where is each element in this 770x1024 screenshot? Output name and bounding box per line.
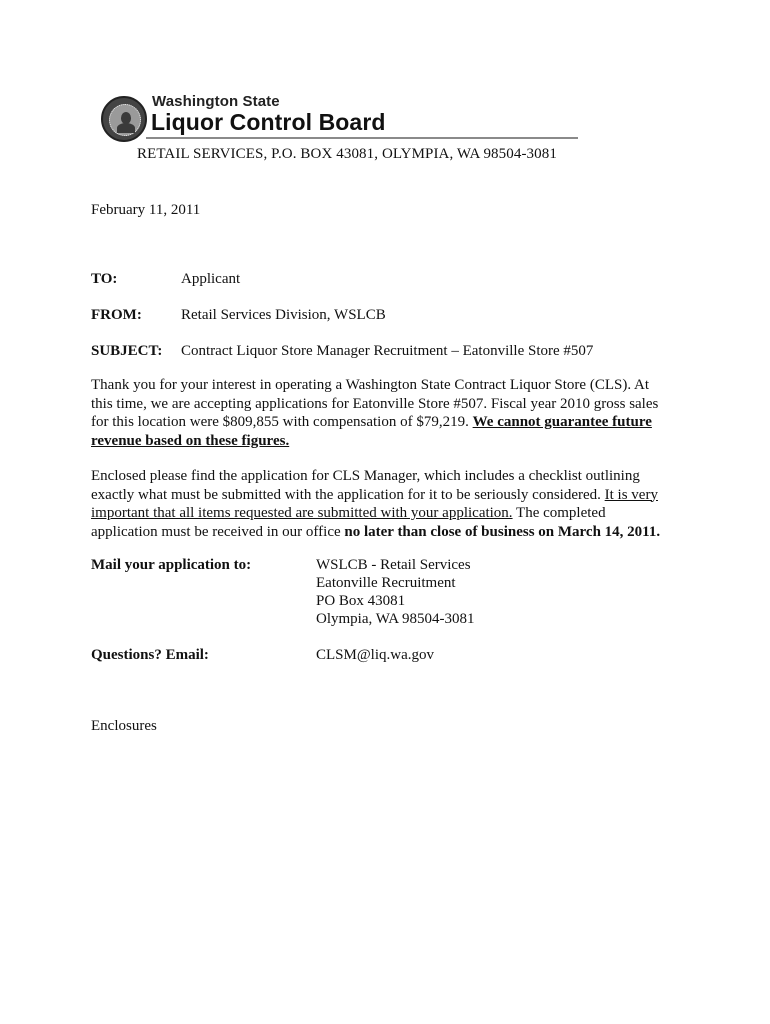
seal-portrait-shoulders <box>117 123 135 133</box>
revenue-disclaimer-part1: We cannot guarantee future <box>472 414 652 430</box>
paragraph2-line3 <box>91 504 681 523</box>
paragraph2-line4-text: application must be received in our office <box>91 523 345 540</box>
to-label: TO: <box>91 271 118 287</box>
seal-portrait-head <box>121 112 131 124</box>
paragraph2-line1: Enclosed please find the application for CLS Manager, which includes a checklist outlining <box>91 468 640 484</box>
important-notice-part1: It is very <box>604 486 658 503</box>
paragraph2-line3-text: The completed <box>512 505 606 521</box>
questions-label: Questions? Email: <box>91 647 209 663</box>
paragraph1-line3 <box>91 413 681 432</box>
letterhead-address: RETAIL SERVICES, P.O. BOX 43081, OLYMPIA, WA 98504-3081 <box>137 146 557 162</box>
mail-address-line3: PO Box 43081 <box>316 593 406 609</box>
contact-email: CLSM@liq.wa.gov <box>316 647 434 663</box>
letter-date: February 11, 2011 <box>91 202 201 218</box>
important-notice-part2: important that all items requested are submitted with your application. <box>91 505 513 521</box>
deadline-text: no later than close of business on March 14, 2011. <box>344 523 661 540</box>
paragraph1-line2: this time, we are accepting applications for Eatonville Store #507. Fiscal year 2010 gross sales <box>91 395 659 412</box>
subject-label: SUBJECT: <box>91 343 163 359</box>
enclosures-note: Enclosures <box>91 718 157 734</box>
paragraph1-line1: Thank you for your interest in operating a Washington State Contract Liquor Store (CLS). At <box>91 377 649 393</box>
letterhead-rule <box>146 137 578 139</box>
agency-logo-line2: Liquor Control Board <box>151 109 386 135</box>
mail-label: Mail your application to: <box>91 557 252 573</box>
paragraph-interest <box>91 376 681 450</box>
from-label: FROM: <box>91 307 142 323</box>
from-value: Retail Services Division, WSLCB <box>181 307 386 323</box>
to-value: Applicant <box>181 271 241 287</box>
state-seal-logo <box>101 96 147 142</box>
paragraph2-line2-text: exactly what must be submitted with the application for it to be seriously considered. <box>91 486 605 503</box>
seal-inner-ring <box>109 104 141 136</box>
revenue-disclaimer-part2: revenue based on these figures. <box>91 432 290 449</box>
paragraph-application <box>91 467 681 541</box>
paragraph1-line3-text: for this location were $809,855 with compensation of $79,219. <box>91 414 473 430</box>
subject-value: Contract Liquor Store Manager Recruitment – Eatonville Store #507 <box>181 343 594 359</box>
paragraph2-line4 <box>91 523 681 542</box>
mail-address-line1: WSLCB - Retail Services <box>316 557 471 573</box>
agency-logo-line1: Washington State <box>152 93 280 110</box>
paragraph2-line2 <box>91 486 681 505</box>
mail-address-line2: Eatonville Recruitment <box>316 575 456 591</box>
mail-address-line4: Olympia, WA 98504-3081 <box>316 611 475 627</box>
